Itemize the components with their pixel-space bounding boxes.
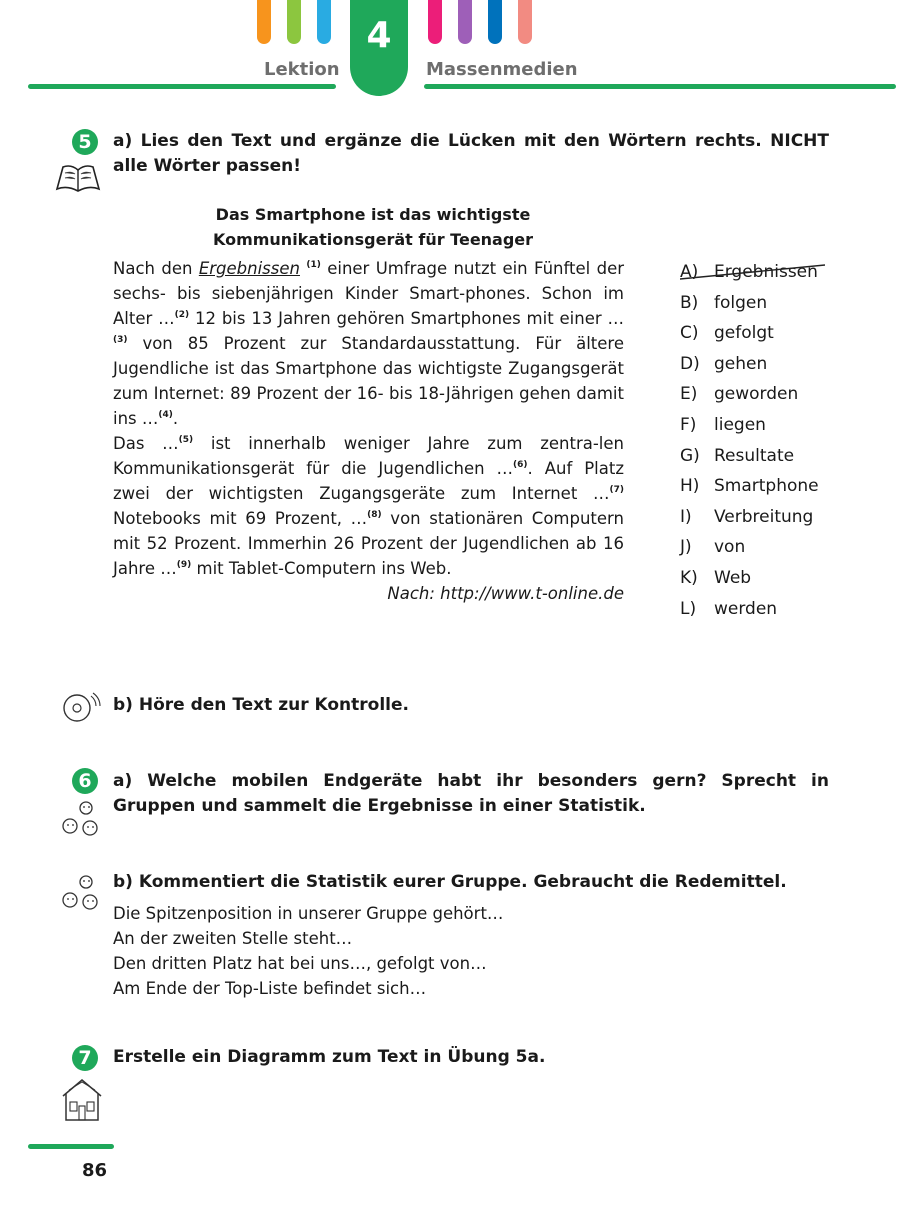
reading-text-title: Das Smartphone ist das wichtigste Kommunikationsgerät für Teenager — [212, 205, 534, 249]
header-rule-right — [424, 84, 896, 89]
gap-marker: (1) — [306, 260, 321, 270]
page-number: 86 — [82, 1160, 108, 1181]
gap-marker: (8) — [367, 510, 382, 520]
word-option: K) Web — [680, 567, 752, 588]
color-strip — [428, 0, 442, 44]
exercise-5-badge: 5 — [72, 129, 98, 155]
lesson-number-tab: 4 — [350, 0, 408, 96]
word-option: F) liegen — [680, 414, 766, 435]
phrase: Am Ende der Top-Liste befindet sich… — [113, 979, 427, 998]
reading-text — [113, 256, 624, 606]
open-book-icon — [54, 161, 102, 199]
gap-marker: (9) — [176, 560, 192, 570]
color-strip — [518, 0, 532, 44]
exercise-5a-task: a) Lies den Text und ergänze die Lücken mit den Wörtern rechts. NICHT alle Wörter passen! — [113, 131, 829, 176]
paragraph-1: Nach den Ergebnissen $^{(1)}$ einer Umfrage nutzt ein Fünftel der sechs- bis siebenjährigen Kinder Smart-phones. Schon im Alter …$^{(2)}$ 12 bis 13 Jahren gehören Smartphones mit einer …$^{(3)}$ von 85 Prozent zur Standardausstattung. Für ältere Jugendliche ist das Smartphone das wichtigste Zugangsgerät zum Internet: 89 Prozent der 16- bis 18-Jährigen gehen damit ins …$^{(4)}$. — [113, 259, 625, 428]
word-option: G) Resultate — [680, 445, 795, 466]
color-strip — [257, 0, 271, 44]
word-option: A) Ergebnissen — [680, 258, 850, 289]
homework-house-icon — [58, 1076, 106, 1128]
gap-marker: (7) — [609, 485, 624, 495]
example-answer: Ergebnissen — [198, 259, 300, 278]
phrase: An der zweiten Stelle steht… — [113, 929, 353, 948]
word-option: H) Smartphone — [680, 476, 819, 497]
phrase: Den dritten Platz hat bei uns…, gefolgt von… — [113, 954, 487, 973]
exercise-5b-task: b) Höre den Text zur Kontrolle. — [113, 695, 409, 715]
paragraph-2: Das …$^{(5)}$ ist innerhalb weniger Jahre zum zentra-len Kommunikationsgerät für die Jugendlichen …$^{(6)}$. Auf Platz zwei der wichtigsten Zugangsgeräte zum Internet …$^{(7)}$ Notebooks mit 69 Prozent, …$^{(8)}$ von stationären Computern mit 52 Prozent. Immerhin 26 Prozent der Jugendlichen ab 16 Jahre …$^{(9)}$ mit Tablet-Computern ins Web. — [113, 434, 624, 578]
lesson-label: Lektion — [264, 59, 340, 80]
group-work-icon — [58, 798, 104, 842]
header-rule-left — [28, 84, 336, 89]
gap-marker: (4) — [158, 410, 173, 420]
color-strip — [488, 0, 502, 44]
word-option: B) folgen — [680, 292, 768, 313]
word-option: E) geworden — [680, 384, 799, 405]
exercise-6-badge: 6 — [72, 768, 98, 794]
word-option: I) Verbreitung — [680, 506, 814, 527]
text-source: Nach: http://www.t-online.de — [387, 584, 624, 603]
word-options-list — [680, 258, 850, 625]
exercise-7-task: Erstelle ein Diagramm zum Text in Übung 5a. — [113, 1047, 546, 1067]
group-work-icon — [58, 872, 104, 916]
gap-marker: (6) — [513, 460, 528, 470]
exercise-6b-task: b) Kommentiert die Statistik eurer Gruppe. Gebraucht die Redemittel. — [113, 872, 787, 892]
color-strip — [287, 0, 301, 44]
topic-title: Massenmedien — [426, 59, 578, 80]
audio-cd-icon — [60, 690, 102, 728]
footer-rule — [28, 1144, 114, 1149]
color-strip — [317, 0, 331, 44]
color-strip — [458, 0, 472, 44]
gap-marker: (5) — [178, 435, 194, 445]
phrase: Die Spitzenposition in unserer Gruppe gehört… — [113, 904, 504, 923]
word-option: C) gefolgt — [680, 323, 774, 344]
exercise-6a-task: a) Welche mobilen Endgeräte habt ihr besonders gern? Sprecht in Gruppen und sammelt die Ergebnisse in einer Statistik. — [113, 771, 829, 816]
phrase-list — [113, 901, 713, 1001]
word-option: J) von — [680, 537, 746, 558]
gap-marker: (3) — [113, 335, 128, 345]
word-option: D) gehen — [680, 353, 768, 374]
gap-marker: (2) — [174, 310, 190, 320]
word-option: L) werden — [680, 598, 778, 619]
exercise-7-badge: 7 — [72, 1045, 98, 1071]
